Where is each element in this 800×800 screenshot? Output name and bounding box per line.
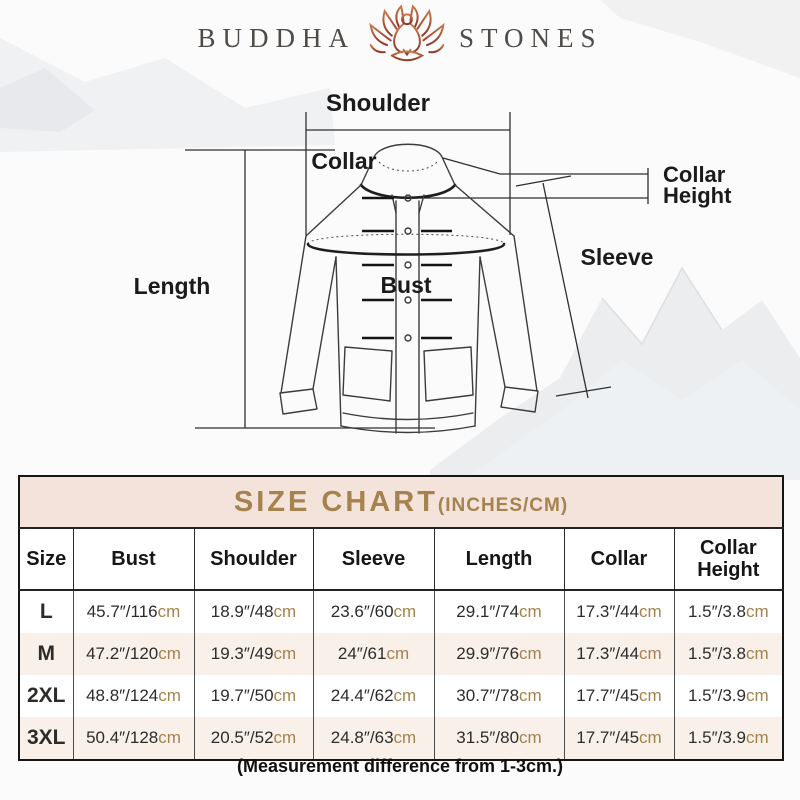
column-header-row [19, 528, 783, 590]
size-label: 3XL [26, 726, 66, 749]
measurement-cell: 18.9″/48cm [194, 590, 313, 633]
measurement-cell: 19.7″/50cm [194, 675, 313, 717]
label-collar-height-2: Height [663, 183, 732, 208]
table-title-row [19, 476, 783, 528]
measurement-cell: 1.5″/3.9cm [674, 675, 783, 717]
collar-height-dimension [421, 158, 648, 204]
label-collar-height-1: Collar [663, 162, 726, 187]
brand-logo [0, 4, 800, 72]
size-chart-section [18, 475, 782, 761]
measurement-cell: 47.2″/120cm [73, 633, 194, 675]
measurement-note: (Measurement difference from 1-3cm.) [236, 756, 564, 776]
measurement-cell: 24.8″/63cm [313, 717, 434, 760]
measurement-cell: 19.3″/49cm [194, 633, 313, 675]
measurement-cell: 50.4″/128cm [73, 717, 194, 760]
column-header-collar-height: Collar Height [674, 528, 783, 590]
logo-text-stones: STONES [458, 22, 603, 53]
column-header-shoulder: Shoulder [194, 528, 313, 590]
size-rows [19, 590, 783, 760]
table-title-units: (INCHES/CM) [437, 494, 569, 516]
size-row-3xl [19, 717, 783, 760]
measurement-cell: 1.5″/3.8cm [674, 633, 783, 675]
table-title-text: SIZE CHART [233, 485, 438, 518]
column-header-bust: Bust [73, 528, 194, 590]
measurement-cell: 24″/61cm [313, 633, 434, 675]
measurement-cell: 17.7″/45cm [564, 675, 674, 717]
sleeve-dimension [516, 176, 611, 398]
logo-text-buddha: BUDDHA [197, 22, 355, 53]
measurement-cell: 20.5″/52cm [194, 717, 313, 760]
size-label: L [39, 600, 53, 623]
measurement-cell: 45.7″/116cm [73, 590, 194, 633]
garment-measurement-diagram [0, 85, 800, 475]
column-header-sleeve: Sleeve [313, 528, 434, 590]
measurement-cell: 17.3″/44cm [564, 590, 674, 633]
measurement-cell: 29.9″/76cm [434, 633, 564, 675]
measurement-cell: 23.6″/60cm [313, 590, 434, 633]
table-title [19, 476, 783, 528]
measurement-cell: 29.1″/74cm [434, 590, 564, 633]
frog-buttons [362, 195, 452, 341]
size-row-m [19, 633, 783, 675]
measurement-cell: 30.7″/78cm [434, 675, 564, 717]
label-collar: Collar [311, 148, 377, 174]
size-chart-table [18, 475, 784, 761]
label-shoulder: Shoulder [325, 90, 431, 117]
measurement-cell: 1.5″/3.8cm [674, 590, 783, 633]
column-header-collar: Collar [564, 528, 674, 590]
column-header-size: Size [19, 528, 73, 590]
label-length: Length [133, 273, 211, 299]
lotus-meditation-icon [369, 4, 445, 72]
size-row-l [19, 590, 783, 633]
size-label: M [37, 642, 55, 665]
measurement-cell: 17.3″/44cm [564, 633, 674, 675]
size-label: 2XL [26, 684, 66, 707]
measurement-cell: 48.8″/124cm [73, 675, 194, 717]
measurement-cell: 24.4″/62cm [313, 675, 434, 717]
column-header-length: Length [434, 528, 564, 590]
label-sleeve: Sleeve [580, 244, 654, 270]
measurement-cell: 1.5″/3.9cm [674, 717, 783, 760]
measurement-cell: 31.5″/80cm [434, 717, 564, 760]
label-bust: Bust [380, 272, 432, 298]
size-row-2xl [19, 675, 783, 717]
measurement-cell: 17.7″/45cm [564, 717, 674, 760]
